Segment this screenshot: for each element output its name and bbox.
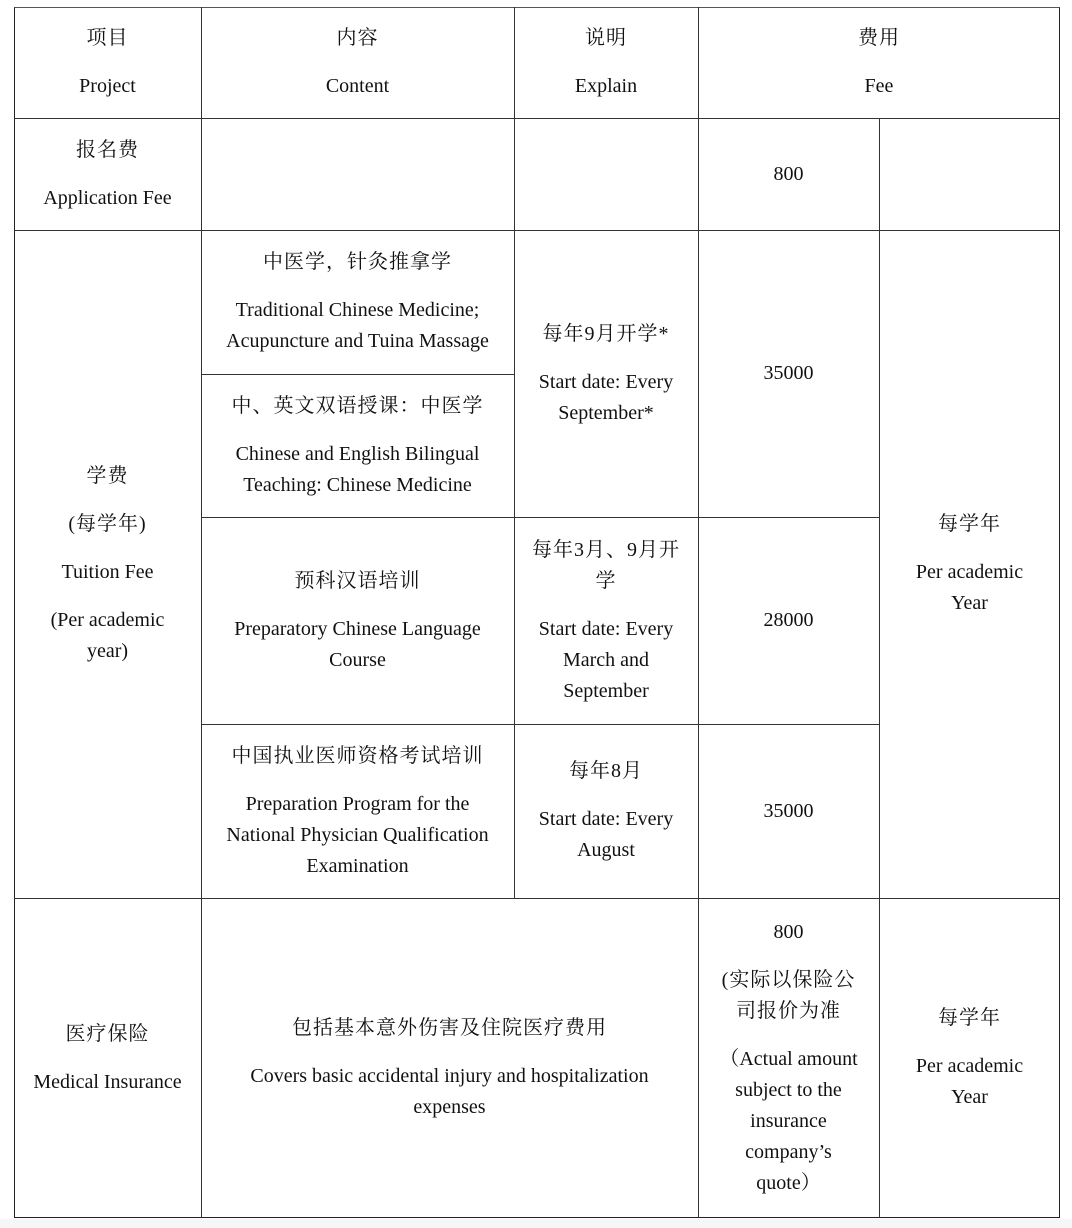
header-explain-zh: 说明 <box>585 27 627 49</box>
insurance-content-en-line: expenses <box>413 1096 486 1118</box>
header-fee-en: Fee <box>864 75 894 97</box>
period-zh: 每学年 <box>938 1007 1001 1029</box>
tuition-project <box>14 230 201 898</box>
explain-zh: 每年8月 <box>569 760 643 782</box>
tuition-project-en: Tuition Fee <box>61 561 154 583</box>
insurance-content-en-line: Covers basic accidental injury and hospitalization <box>250 1065 649 1087</box>
application-content <box>201 118 514 230</box>
program-en-line: Acupuncture and Tuina Massage <box>226 330 489 352</box>
explain-en-line: September <box>563 679 649 702</box>
program-en-line: Traditional Chinese Medicine; <box>235 299 480 321</box>
insurance-period <box>879 898 1060 1218</box>
program-en-line: Course <box>329 648 386 671</box>
fee-value: 35000 <box>763 799 814 822</box>
program-tcm <box>201 230 514 374</box>
fee-tcm <box>698 230 879 517</box>
program-bilingual <box>201 374 514 517</box>
program-zh: 中医学，针灸推拿学 <box>263 251 452 273</box>
application-project-zh: 报名费 <box>76 138 139 161</box>
program-preparatory <box>201 517 514 724</box>
fee-physician-exam <box>698 724 879 898</box>
period-en-line: Year <box>951 592 988 614</box>
program-physician-exam <box>201 724 514 898</box>
application-explain <box>514 118 698 230</box>
program-en-line: Teaching: Chinese Medicine <box>243 473 472 496</box>
header-project-en: Project <box>79 75 136 97</box>
explain-zh: 学 <box>595 569 617 592</box>
explain-en-line: Start date: Every <box>538 617 674 640</box>
program-en-line: Preparation Program for the <box>245 792 470 815</box>
header-content-en: Content <box>325 75 390 97</box>
explain-en-line: September* <box>558 401 654 424</box>
program-en-line: Preparatory Chinese Language <box>234 617 481 640</box>
insurance-fee-note-zh: 司报价为准 <box>736 1000 841 1022</box>
program-en-line: Examination <box>306 854 409 877</box>
period-en-line: Per academic <box>915 1055 1024 1077</box>
header-content <box>201 7 514 118</box>
tuition-period <box>879 230 1060 898</box>
insurance-fee-note-en: subject to the <box>735 1079 842 1101</box>
header-content-zh: 内容 <box>336 27 379 49</box>
header-fee-zh: 费用 <box>858 27 900 49</box>
program-en-line: Chinese and English Bilingual <box>235 442 480 465</box>
explain-zh: 每年3月、9月开 <box>532 538 680 561</box>
program-zh: 中、英文双语授课：中医学 <box>231 394 484 417</box>
explain-september <box>514 230 698 517</box>
page-background-bottom <box>0 1219 1072 1228</box>
tuition-project-en-sub-1: (Per academic <box>50 609 165 631</box>
insurance-fee <box>698 898 879 1218</box>
header-project-zh: 项目 <box>86 27 129 49</box>
tuition-project-zh: 学费 <box>86 465 129 487</box>
insurance-fee-note-en: company’s <box>745 1141 832 1163</box>
header-explain <box>514 7 698 118</box>
explain-march-september <box>514 517 698 724</box>
insurance-fee-note-en: insurance <box>750 1110 827 1132</box>
tuition-project-zh-sub: (每学年) <box>68 513 147 535</box>
insurance-project <box>14 898 201 1218</box>
header-explain-en: Explain <box>574 75 638 97</box>
program-zh: 预科汉语培训 <box>294 569 421 592</box>
explain-en-line: August <box>577 839 635 861</box>
insurance-content-zh: 包括基本意外伤害及住院医疗费用 <box>292 1017 607 1039</box>
insurance-project-en: Medical Insurance <box>33 1070 182 1093</box>
fee-value: 28000 <box>763 609 814 631</box>
fee-preparatory <box>698 517 879 724</box>
period-en-line: Year <box>951 1086 988 1108</box>
insurance-fee-note-en: （Actual amount <box>719 1048 858 1070</box>
program-en-line: National Physician Qualification <box>226 823 489 846</box>
application-project-en: Application Fee <box>43 186 172 209</box>
insurance-fee-amount: 800 <box>773 921 804 943</box>
explain-en-line: March and <box>562 648 650 671</box>
period-zh: 每学年 <box>938 513 1001 535</box>
insurance-fee-note-en: quote） <box>756 1172 821 1194</box>
period-en-line: Per academic <box>915 561 1024 583</box>
header-fee <box>698 7 1060 118</box>
header-project <box>14 7 201 118</box>
explain-en-line: Start date: Every <box>538 370 674 393</box>
fee-value: 35000 <box>763 362 814 384</box>
program-zh: 中国执业医师资格考试培训 <box>231 744 484 767</box>
explain-en-line: Start date: Every <box>538 808 674 830</box>
tuition-project-en-sub-2: year) <box>86 640 129 662</box>
application-fee <box>698 118 879 230</box>
insurance-project-zh: 医疗保险 <box>65 1022 150 1045</box>
explain-zh: 每年9月开学* <box>542 322 670 345</box>
application-project <box>14 118 201 230</box>
explain-august <box>514 724 698 898</box>
application-period <box>879 118 1060 230</box>
insurance-content <box>201 898 698 1218</box>
insurance-fee-note-zh: (实际以保险公 <box>721 969 856 991</box>
application-fee-value: 800 <box>773 162 804 185</box>
